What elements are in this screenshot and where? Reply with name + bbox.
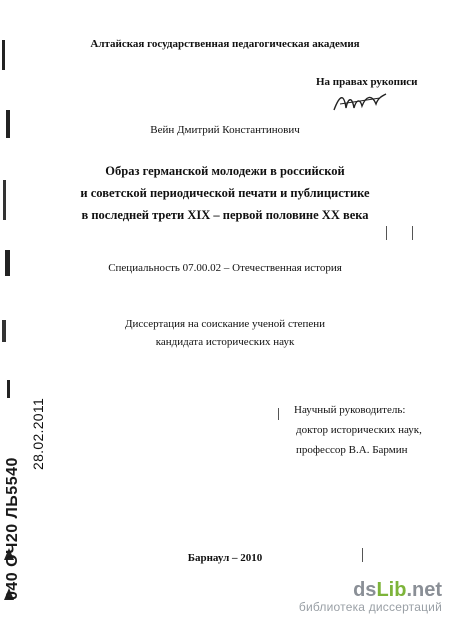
watermark-logo: dsLib.net (353, 579, 442, 601)
scan-mark (386, 226, 387, 240)
city-year: Барнаул – 2010 (187, 552, 263, 564)
scan-date: 28.02.2011 (30, 397, 46, 470)
watermark-subtitle: библиотека диссертаций (298, 600, 442, 614)
barcode-text: 040 ОЧ20 ЛЬ5540 (4, 457, 21, 600)
title-line-3: в последней трети XIX – первой половине XX века (81, 208, 369, 222)
scan-strip (0, 0, 46, 620)
supervisor-degree: доктор исторических наук, (296, 424, 422, 436)
specialty: Специальность 07.00.02 – Отечественная история (108, 262, 342, 274)
author-name: Вейн Дмитрий Константинович (150, 124, 300, 136)
dissertation-line-2: кандидата исторических наук (155, 336, 295, 348)
manuscript-note: На правах рукописи (316, 76, 418, 88)
watermark (299, 580, 442, 614)
supervisor-label: Научный руководитель: (294, 404, 406, 416)
scan-mark (278, 408, 279, 420)
institution: Алтайская государственная педагогическая академия (90, 38, 360, 50)
signature (330, 90, 390, 116)
supervisor-name: профессор В.А. Бармин (296, 444, 408, 456)
dissertation-line-1: Диссертация на соискание ученой степени (124, 318, 326, 330)
title-line-2: и советской периодической печати и публицистике (80, 186, 370, 200)
scan-mark (412, 226, 413, 240)
title-line-1: Образ германской молодежи в российской (105, 164, 345, 178)
